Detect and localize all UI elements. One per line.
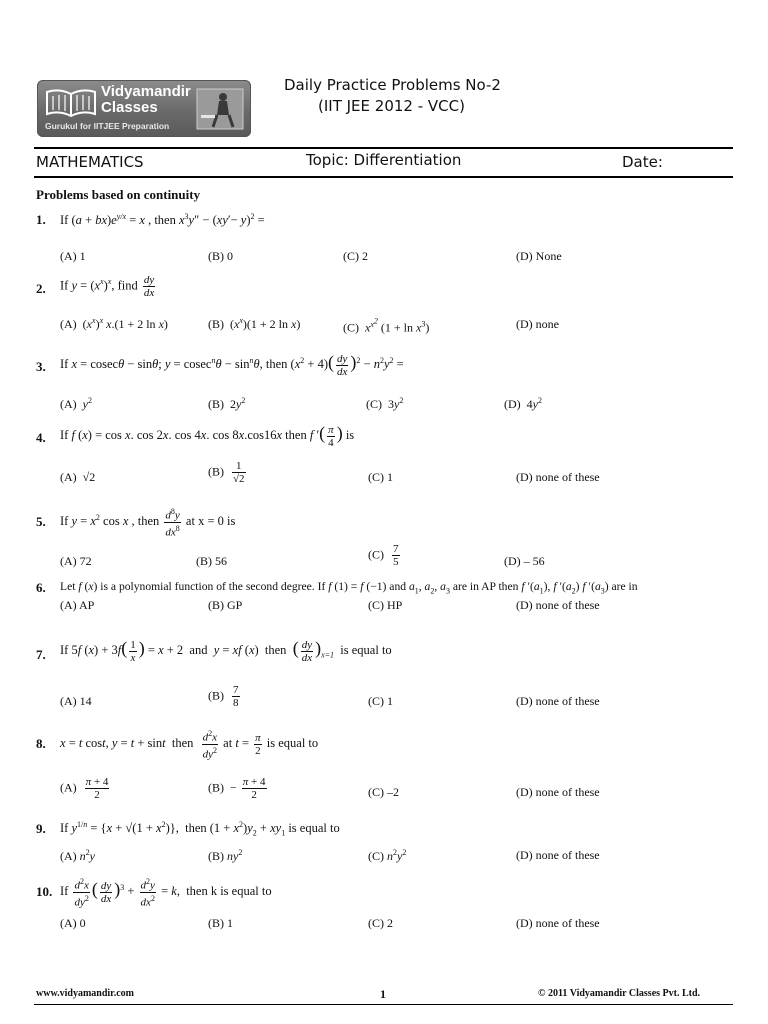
option-b: (B) $2y^2$ bbox=[208, 396, 246, 411]
header-top-rule bbox=[34, 147, 733, 149]
question-lead: If bbox=[60, 278, 69, 293]
option-c: (C) $n^2y^2$ bbox=[368, 848, 407, 863]
option-b: (B) 0 bbox=[208, 249, 233, 263]
option-a: (A) 0 bbox=[60, 916, 86, 930]
option-d: (D) $4y^2$ bbox=[504, 396, 542, 411]
option-a: (A) 14 bbox=[60, 694, 92, 708]
dpp-title-line1: Daily Practice Problems No-2 bbox=[284, 76, 501, 94]
question-text: Let f (x) is a polynomial function of the second degree. If f (1) = f (−1) and $a_1$, $a_2$, $a_3$ are in AP then f $'(a_1)$, f $'(a_2)$ f $'(a_3)$ are in bbox=[60, 580, 638, 596]
option-c: (C) –2 bbox=[368, 785, 399, 799]
option-a: (A) AP bbox=[60, 598, 95, 612]
footer-copyright: © 2011 Vidyamandir Classes Pvt. Ltd. bbox=[538, 988, 701, 999]
option-c: (C) $\frac{7}{5}$ bbox=[368, 543, 399, 568]
question-lead: If bbox=[60, 821, 69, 836]
footer-rule bbox=[34, 1004, 733, 1005]
question-number: 2. bbox=[36, 281, 46, 296]
option-d: (D) none of these bbox=[516, 694, 600, 708]
question-number: 5. bbox=[36, 514, 46, 529]
question-text: If $y^{1/n} = \{x + √(1 + x^2)\}$, then $(1 + x^2)y_2 + xy_1$ is equal to bbox=[60, 820, 340, 838]
question-number: 10. bbox=[36, 884, 53, 899]
option-d: (D) none of these bbox=[516, 785, 600, 799]
question-text: x = t cost, y = t + sint then $\frac{d^2x}{dy^2}$ at t = $\frac{\pi}{2}$ is equal to bbox=[60, 729, 319, 761]
option-a: (A) $n^2y$ bbox=[60, 848, 95, 863]
dpp-title-line2: (IIT JEE 2012 - VCC) bbox=[318, 97, 465, 115]
option-c: (C) 1 bbox=[368, 694, 393, 708]
question-lead: If bbox=[60, 428, 69, 442]
header-bottom-rule bbox=[34, 176, 733, 178]
option-d: (D) none of these bbox=[516, 916, 600, 930]
question-lead: If bbox=[60, 357, 69, 371]
option-b: (B) $(x^x)(1 + 2$ ln x) bbox=[208, 316, 301, 331]
option-b: (B) $ny^2$ bbox=[208, 848, 243, 863]
option-b: (B) − $\frac{\pi + 4}{2}$ bbox=[208, 776, 266, 801]
option-c: (C) 1 bbox=[368, 470, 393, 484]
option-c: (C) $x^{x^2}$ $(1 + \ln x^3)$ bbox=[343, 316, 430, 335]
page-number: 1 bbox=[380, 987, 386, 1001]
option-c: (C) HP bbox=[368, 598, 403, 612]
option-c: (C) $3y^2$ bbox=[366, 396, 404, 411]
student-figure-icon bbox=[195, 85, 245, 131]
option-a: (A) 72 bbox=[60, 554, 92, 568]
question-text: If 5f (x) + 3f( $\frac{1}{x}$ ) = x + 2 and y = xf (x) then ( $\frac{dy}{dx}$ )$_{x=1}$ is equal to bbox=[60, 638, 392, 664]
question-lead: Let bbox=[60, 580, 76, 593]
question-number: 9. bbox=[36, 821, 46, 836]
question-number: 7. bbox=[36, 647, 46, 662]
option-d: (D) – 56 bbox=[504, 554, 545, 568]
option-d: (D) none of these bbox=[516, 598, 600, 612]
option-a: (A) $y^2$ bbox=[60, 396, 92, 411]
question-text: If $(a + bx)e^{y/x} = x$ , then $x^3y'' - (xy'- y)^2$ = bbox=[60, 212, 265, 228]
logo-line1: Vidyamandir bbox=[101, 83, 191, 100]
option-d: (D) none of these bbox=[516, 848, 600, 862]
question-lead: If bbox=[60, 643, 69, 657]
question-lead: If bbox=[60, 213, 69, 228]
question-number: 3. bbox=[36, 359, 46, 374]
vidyamandir-logo bbox=[37, 80, 251, 137]
book-icon bbox=[45, 88, 97, 118]
subject-label: MATHEMATICS bbox=[36, 153, 144, 171]
question-text: If x = cosecθ − sinθ; $y = cosec^n\theta - \sin^n\theta$, then $(x^2 + 4)$( $\frac{dy}{dx}$ )$^2 - n^2y^2$ = bbox=[60, 352, 404, 378]
question-lead: If bbox=[60, 884, 69, 899]
topic-label: Topic: Differentiation bbox=[306, 151, 462, 169]
question-number: 4. bbox=[36, 430, 46, 445]
question-text: If $y = x^2$ cos x , then $\frac{d^8y}{dx^8}$ at x = 0 is bbox=[60, 507, 236, 539]
question-text: If $\frac{d^2x}{dy^2}$ ( $\frac{dy}{dx}$ )$^3$ + $\frac{d^2y}{dx^2}$ = k, then k is equal to bbox=[60, 877, 272, 909]
question-lead: If bbox=[60, 514, 69, 529]
question-number: 1. bbox=[36, 212, 46, 227]
option-d: (D) none of these bbox=[516, 470, 600, 484]
option-b: (B) GP bbox=[208, 598, 243, 612]
option-c: (C) 2 bbox=[368, 916, 393, 930]
option-b: (B) $\frac{1}{√2}$ bbox=[208, 460, 245, 485]
question-text: If $y = (x^x)^x$, find $\frac{dy}{dx}$ bbox=[60, 274, 155, 299]
logo-name bbox=[101, 84, 191, 116]
section-title: Problems based on continuity bbox=[36, 187, 201, 202]
footer-website[interactable]: www.vidyamandir.com bbox=[36, 988, 134, 999]
logo-tagline: Gurukul for IITJEE Preparation bbox=[45, 121, 170, 131]
question-text: If f (x) = cos x. cos 2x. cos 4x. cos 8x.cos16x then f ′( $\frac{\pi}{4}$ ) is bbox=[60, 423, 355, 449]
option-a: (A) √2 bbox=[60, 470, 96, 484]
question-number: 6. bbox=[36, 580, 46, 595]
option-b: (B) 56 bbox=[196, 554, 227, 568]
option-d: (D) none bbox=[516, 317, 559, 331]
option-b: (B) $\frac{7}{8}$ bbox=[208, 684, 239, 709]
option-c: (C) 2 bbox=[343, 249, 368, 263]
option-b: (B) 1 bbox=[208, 916, 233, 930]
date-label: Date: bbox=[622, 153, 663, 171]
logo-line2: Classes bbox=[101, 99, 158, 116]
option-d: (D) None bbox=[516, 249, 562, 263]
option-a: (A) 1 bbox=[60, 249, 86, 263]
option-a: (A) $\frac{\pi + 4}{2}$ bbox=[60, 776, 109, 801]
option-a: (A) $(x^x)^x$ x.(1 + 2 ln x) bbox=[60, 316, 168, 331]
question-number: 8. bbox=[36, 736, 46, 751]
